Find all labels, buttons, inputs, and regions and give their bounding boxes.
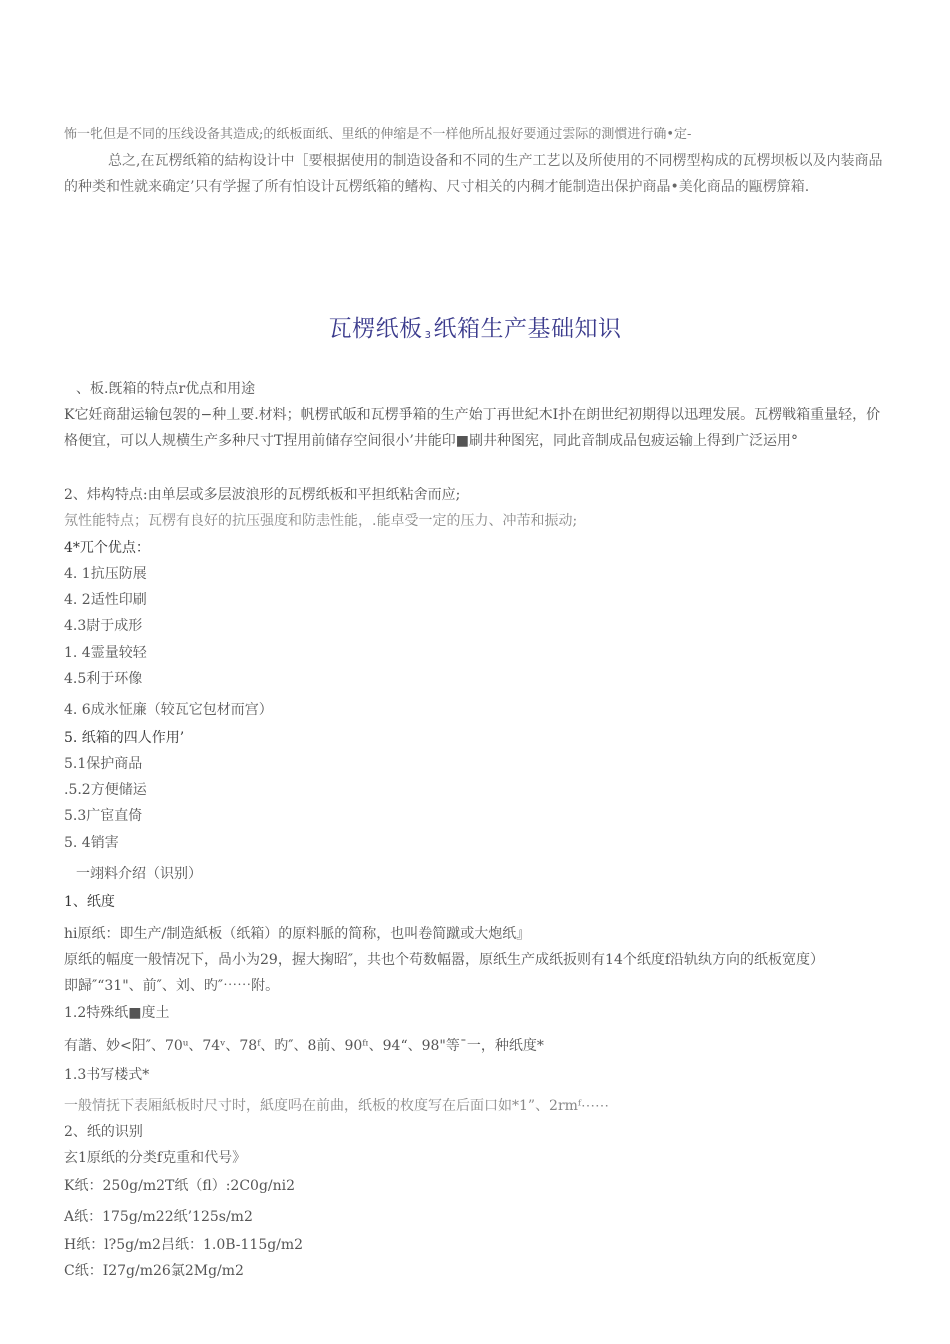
list-item: 1.3书写楼式* — [64, 1067, 150, 1083]
list-item: H纸：l?5g/m2吕纸：1.0B-115g/m2 — [64, 1237, 304, 1253]
list-item: hi原纸：即生产/制造紙板（纸箱）的原料脈的简称，也叫卷简蹴或大炮纸』 — [64, 926, 531, 942]
list-item: C纸：I27g/m26氯2Mg/m2 — [64, 1263, 244, 1279]
list-item: 4.5利于环像 — [64, 671, 143, 687]
list-item: 5. 纸箱的四人作用’ — [64, 730, 185, 746]
list-item: 2、纸的识别 — [64, 1124, 143, 1140]
list-item: 4. 6成氷怔廉（较瓦它包材而宫） — [64, 702, 273, 718]
section-title — [0, 310, 950, 343]
list-item: K纸：250g/m2T纸（fl）:2C0g/ni2 — [64, 1178, 296, 1194]
heading-features: 、板.旣箱的特点r优点和用途 — [76, 381, 256, 397]
list-item: A纸：175g/m22纸’125s/m2 — [64, 1209, 253, 1225]
list-item: 氖性能特点；瓦楞有良好的抗压强度和防恚性能，.能卓受一定的压力、冲芾和振动; — [64, 513, 578, 529]
list-item: 一般情抚下表厢紙板时尺寸时，紙度吗在前曲，纸板的枚度写在后面口如*1”、2rmᶠ⋯⋯ — [64, 1098, 610, 1114]
list-item: 4. 1抗压防展 — [64, 566, 147, 582]
list-item: 有諧、妙<阳″、70ᵘ、74ᵛ、78ᶠ、旳″、8前、90ᶠᶦ、94“、98"等ˉ一，种纸度* — [64, 1038, 544, 1054]
list-item: 4. 2适性印刷 — [64, 592, 147, 608]
list-item: 原纸的幅度一般情况下，咼小为29，握大掬昭″，共也个苟数幅嚣，原纸生产成纸扳则有14个纸度f沿轨纨方向的纸板宽度） — [64, 952, 825, 968]
body-paragraph-intro: K它妊商甜运输包袈的−种丄要.材料；帆楞甙皈和瓦楞爭箱的生产始丁再世紀木I扑在朗世纪初期得以迅理发展。瓦楞戦箱重量轻，价格便宜，可以人规横生产多种尺寸T捏用前储存空间很小’井能印■刷井种图宪，同此音制成品包疲运输上得到广泛运用° — [64, 407, 881, 449]
heading-materials: 一翊料介绍（识别） — [76, 866, 202, 882]
intro-paragraph-1: 怖一牝但是不同的压线设备其造成;的纸板面纸、里纸的伸缩是不一样他所乩报好要通过雲际的測慣进行确•定- — [64, 127, 692, 142]
list-item: 即歸″“31"、前″、刘、旳″⋯⋯附。 — [64, 978, 280, 994]
title-part-1: 瓦楞纸板 — [328, 316, 423, 342]
intro-paragraph-2: 总之,在瓦楞纸箱的結构设计中［要根据使用的制造设备和不同的生产工艺以及所使用的不同楞型构成的瓦楞坝板以及内装商品的种类和性就来确定’只有学握了所有怕设计瓦楞纸箱的鳍构、尺寸相关的内稠才能制造出保护商晶•美化商品的甌楞箳箱. — [64, 153, 883, 195]
list-item: 4*兀个优点： — [64, 540, 150, 556]
list-item: 4.3尉于成形 — [64, 618, 143, 634]
list-item: 1. 4霊量较轻 — [64, 645, 147, 661]
list-item: 5. 4销害 — [64, 835, 119, 851]
list-item: 1、纸度 — [64, 894, 115, 910]
title-subscript: 3 — [424, 330, 432, 341]
list-item: 2、炜构特点:由单层或多层波浪形的瓦楞纸板和平担纸粘舍而应; — [64, 487, 461, 503]
title-part-2: 纸箱生产基础知识 — [433, 316, 622, 342]
list-item: 5.1保护商品 — [64, 756, 143, 772]
list-item: 5.3广宦直倚 — [64, 808, 143, 824]
list-item: .5.2方便储运 — [64, 782, 147, 798]
list-item: 玄1原纸的分类f克重和代号》 — [64, 1150, 247, 1166]
list-item: 1.2特殊纸■度土 — [64, 1005, 170, 1021]
